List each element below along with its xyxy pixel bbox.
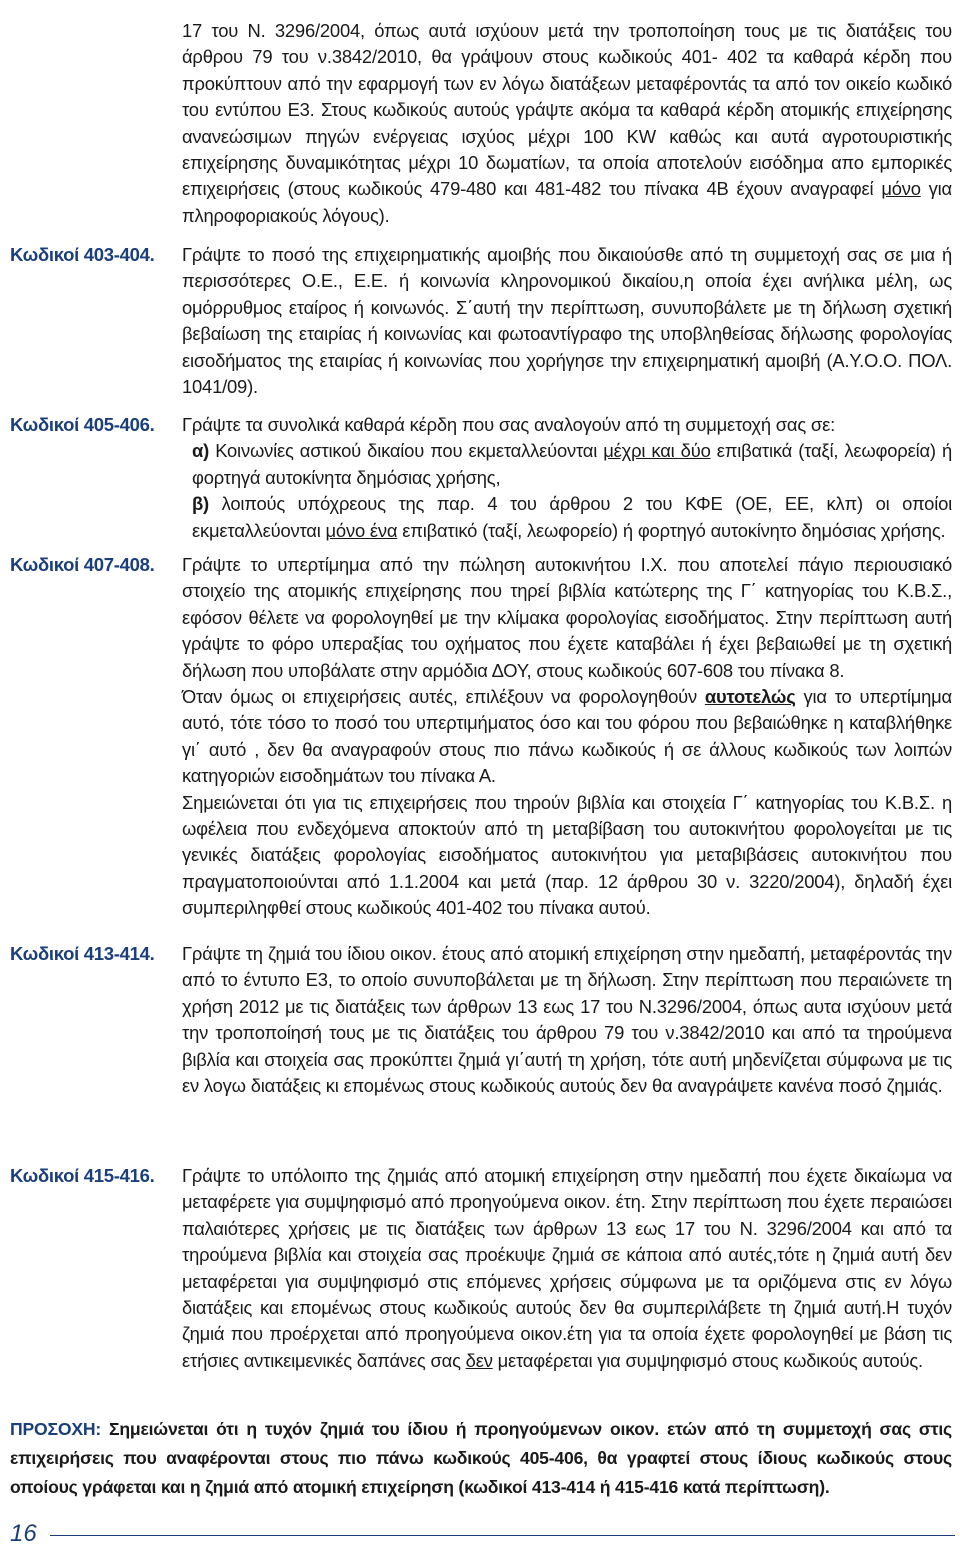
underlined-word: αυτοτελώς (704, 686, 796, 708)
item-a: α) Κοινωνίες αστικού δικαίου που εκμεταλλεύονται μέχρι και δύο επιβατικά (ταξί, λεωφορεία) ή φορτηγά αυτοκίνητα δημόσιας χρήσης, (192, 440, 952, 488)
underlined-word: μόνο (881, 178, 921, 200)
code-label: Κωδικοί 405-406. (10, 414, 155, 435)
warning-text: Σημειώνεται ότι η τυχόν ζημιά του ίδιου ή προηγούμενων οικον. ετών από τη συμμετοχή σας στις επιχειρήσεις που αναφέρονται στους πιο πάνω κωδικούς 405-406, θα γραφτεί στους ίδιους κωδικούς στους οποίους γράφεται και η ζημιά από ατομική επιχείρηση (κωδικοί 413-414 ή 415-416 κατά περίπτωση). (10, 1419, 952, 1497)
underlined-phrase: μόνο ένα (325, 519, 398, 541)
underlined-word: δεν (465, 1349, 493, 1371)
code-label: Κωδικοί 415-416. (10, 1165, 155, 1186)
footer-divider (50, 1535, 955, 1536)
paragraph: Σημειώνεται ότι για τις επιχειρήσεις που τηρούν βιβλία και στοιχεία Γ΄ κατηγορίας του Κ.Β.Σ. η ωφέλεια που ενδεχόμενα αποκτούν από τη μεταβίβαση του αυτοκινήτου φορολογείται με τις γενικές διατάξεις φορολογίας εισοδήματος αυτοκινήτου για μεταβιβάσεις αυτοκινήτου που πραγματοποιούνται από 1.1.2004 και μετά (παρ. 12 άρθρου 30 ν. 3220/2004), δηλαδή έχει συμπεριληφθεί στους κωδικούς 401-402 του πίνακα αυτού. (182, 791, 952, 919)
code-label: Κωδικοί 413-414. (10, 943, 155, 964)
warning-note (10, 1415, 952, 1502)
item-b-label: β) (192, 493, 209, 515)
section-body (182, 941, 952, 1099)
paragraph: Γράψτε το υπόλοιπο της ζημιάς από ατομική επιχείρηση στην ημεδαπή που έχετε δικαίωμα να μεταφέρετε για συμψηφισμό από προηγούμενα οικον. έτη. Στην περίπτωση που έχετε περαιώσει παλαιότερες χρήσεις με τις διατάξεις των άρθρων 13 εως 17 του Ν. 3296/2004 και από τα τηρούμενα βιβλία και στοιχεία σας προέκυψε ζημιά σε κάποια από αυτές,τότε η ζημιά αυτή δεν μεταφέρεται για συμψηφισμό στις επόμενες χρήσεις σύμφωνα με τα οριζόμενα στις εν λόγω διατάξεις και επομένως στους κωδικούς αυτούς δεν θα συμπεριλάβετε τη ζημιά αυτή.Η τυχόν ζημιά που προέρχεται από προηγούμενα οικον.έτη για τα οποία έχετε φορολογηθεί με βάση τις ετήσιες αντικειμενικές δαπάνες σας δεν μεταφέρεται για συμψηφισμό στους κωδικούς αυτούς. (182, 1165, 952, 1371)
underlined-phrase: μέχρι και δύο (603, 440, 711, 462)
paragraph: Όταν όμως οι επιχειρήσεις αυτές, επιλέξουν να φορολογηθούν αυτοτελώς για το υπερτίμημα αυτό, τότε τόσο το ποσό του υπερτιμήματος όσο και του φόρου που βεβαιώθηκε η καταβλήθηκε γι΄ αυτό , δεν θα αναγραφούν στους πιο πάνω κωδικούς ή σε άλλους κωδικούς των λοιπών κατηγοριών εισοδημάτων του πίνακα Α. (182, 686, 952, 787)
intro-body (182, 18, 952, 229)
paragraph: Γράψτε το ποσό της επιχειρηματικής αμοιβής που δικαιούσθε από τη συμμετοχή σας σε μια ή περισσότερες Ο.Ε., Ε.Ε. ή κοινωνία κληρονομικού δικαίου,η οποία έχει ανήλικα μέλη, ως ομόρρυθμος εταίρος ή κοινωνός. Σ΄αυτή την περίπτωση, συνυποβάλετε με τη δήλωση σχετική βεβαίωση της εταιρίας ή κοινωνίας και φωτοαντίγραφο της υποβληθείσας δήλωσης φορολογίας εισοδήματος της εταιρίας ή κοινωνίας που χορήγησε την επιχειρηματική αμοιβή (Α.Υ.Ο.Ο. ΠΟΛ. 1041/09). (182, 244, 952, 398)
section-body (182, 412, 952, 544)
paragraph: Γράψτε το υπερτίμημα από την πώληση αυτοκινήτου Ι.Χ. που αποτελεί πάγιο περιουσιακό στοιχείο της ατομικής επιχείρησης που τηρεί βιβλία κατώτερης της Γ΄ κατηγορίας του Κ.Β.Σ., εφόσον θέλετε να φορολογηθεί με την κλίμακα φορολογίας εισοδήματος. Στην περίπτωση αυτή γράψτε το φόρο υπεραξίας του οχήματος που έχετε καταβάλει ή έχει βεβαιωθεί με τη σχετική δήλωση που υποβάλατε στην αρμόδια ΔΟΥ, στους κωδικούς 607-608 του πίνακα 8. (182, 554, 952, 681)
item-b: β) λοιπούς υπόχρεους της παρ. 4 του άρθρου 2 του ΚΦΕ (ΟΕ, ΕΕ, κλπ) οι οποίοι εκμεταλλεύονται μόνο ένα επιβατικό (ταξί, λεωφορείο) ή φορτηγό αυτοκίνητο δημόσιας χρήσης. (192, 493, 952, 541)
code-label: Κωδικοί 407-408. (10, 554, 155, 575)
intro-paragraph: 17 του Ν. 3296/2004, όπως αυτά ισχύουν μετά την τροποποίηση τους με τις διατάξεις του άρθρου 79 του ν.3842/2010, θα γράψουν στους κωδικούς 401- 402 τα καθαρά κέρδη που προκύπτουν από την εφαρμογή των εν λόγω διατάξεων μεταφέροντάς τα από τον οικείο κωδικό του εντύπου Ε3. Στους κωδικούς αυτούς γράψτε ακόμα τα καθαρά κέρδη ατομικής επιχείρησης ανανεώσιμων πηγών ενέργειας ισχύος μέχρι 100 KW καθώς και αυτά αγροτουριστικής επιχείρησης δυναμικότητας μέχρι 10 δωματίων, τα οποία αποτελούν εισόδημα απο εμπορικές επιχειρήσεις (στους κωδικούς 479-480 και 481-482 του πίνακα 4Β έχουν αναγραφεί μόνο για πληροφοριακούς λόγους). (182, 20, 952, 226)
section-body (182, 552, 952, 922)
warning-label: ΠΡΟΣΟΧΗ: (10, 1419, 102, 1439)
page-number: 16 (10, 1520, 37, 1547)
paragraph: Γράψτε τη ζημιά του ίδιου οικον. έτους από ατομική επιχείρηση στην ημεδαπή, μεταφέροντάς την από το έντυπο Ε3, το οποίο συνυποβάλεται με τη δήλωση. Στην περίπτωση που περαιώνετε τη χρήση 2012 με τις διατάξεις των άρθρων 13 εως 17 του Ν.3296/2004, όπως αυτα ισχύουν μετά την τροποποίησή τους με τις διατάξεις του άρθρου 79 του ν.3842/2010 και από τα τηρούμενα βιβλία και στοιχεία σας προκύπτει ζημιά γι΄αυτή τη χρήση, τότε αυτή μηδενίζεται σύμφωνα με τις εν λογω διατάξεις κι επομένως στους κωδικούς αυτούς δεν θα αναγράψετε κανένα ποσό ζημιάς. (182, 943, 952, 1097)
paragraph: Γράψτε τα συνολικά καθαρά κέρδη που σας αναλογούν από τη συμμετοχή σας σε: (182, 414, 835, 435)
section-body (182, 242, 952, 400)
code-label: Κωδικοί 403-404. (10, 244, 155, 265)
section-body (182, 1163, 952, 1374)
item-a-label: α) (192, 440, 210, 462)
